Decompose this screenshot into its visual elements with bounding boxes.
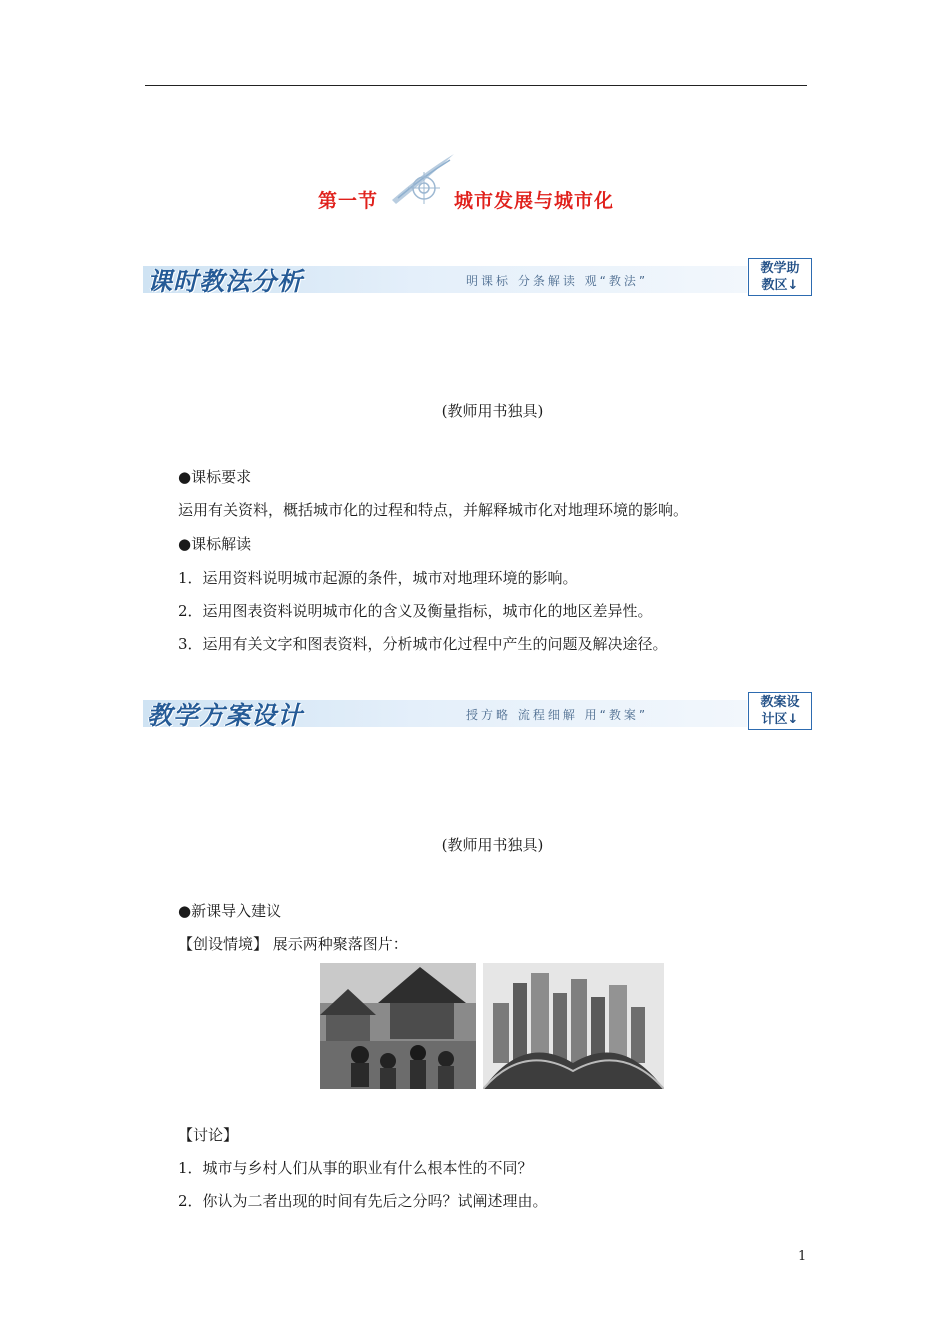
discussion-item: 2．你认为二者出现的时间有先后之分吗？试阐述理由。 xyxy=(178,1192,548,1210)
teaching-plan-banner xyxy=(143,692,815,732)
interpretation-heading: ●课标解读 xyxy=(178,535,252,553)
box-line-1: 教案设 xyxy=(760,695,800,710)
scenario-text: 【创设情境】 展示两种聚落图片： xyxy=(178,935,408,953)
city-photo xyxy=(483,963,664,1089)
banner-subtitle: 授方略 流程细解 用“教案” xyxy=(466,708,649,722)
section-title xyxy=(0,186,950,218)
curriculum-text: 运用有关资料，概括城市化的过程和特点，并解释城市化对地理环境的影响。 xyxy=(178,501,689,519)
page-number: 1 xyxy=(798,1249,807,1264)
discussion-heading: 【讨论】 xyxy=(178,1126,239,1144)
box-line-2: 教区↓ xyxy=(761,278,799,293)
section-number: 第一节 xyxy=(318,190,379,212)
interpretation-item: 3．运用有关文字和图表资料，分析城市化过程中产生的问题及解决途径。 xyxy=(178,635,668,653)
curriculum-heading: ●课标要求 xyxy=(178,468,252,486)
section-name: 城市发展与城市化 xyxy=(454,190,615,212)
compass-logo-icon xyxy=(384,152,456,214)
banner-subtitle: 明课标 分条解读 观“教法” xyxy=(466,274,649,288)
header-rule xyxy=(145,85,807,86)
banner-title: 课时教法分析 xyxy=(147,267,304,296)
teaching-aid-box xyxy=(748,258,812,296)
teacher-only-note: (教师用书独具) xyxy=(441,836,544,854)
banner-title: 教学方案设计 xyxy=(147,701,304,730)
interpretation-item: 2．运用图表资料说明城市化的含义及衡量指标，城市化的地区差异性。 xyxy=(178,602,653,620)
box-line-1: 教学助 xyxy=(760,261,800,276)
discussion-item: 1．城市与乡村人们从事的职业有什么根本性的不同？ xyxy=(178,1159,533,1177)
lesson-plan-box xyxy=(748,692,812,730)
lesson-analysis-banner xyxy=(143,258,815,298)
intro-heading: ●新课导入建议 xyxy=(178,902,282,920)
teacher-only-note: (教师用书独具) xyxy=(441,402,544,420)
box-line-2: 计区↓ xyxy=(761,712,799,727)
village-photo xyxy=(320,963,476,1089)
interpretation-item: 1．运用资料说明城市起源的条件，城市对地理环境的影响。 xyxy=(178,569,578,587)
